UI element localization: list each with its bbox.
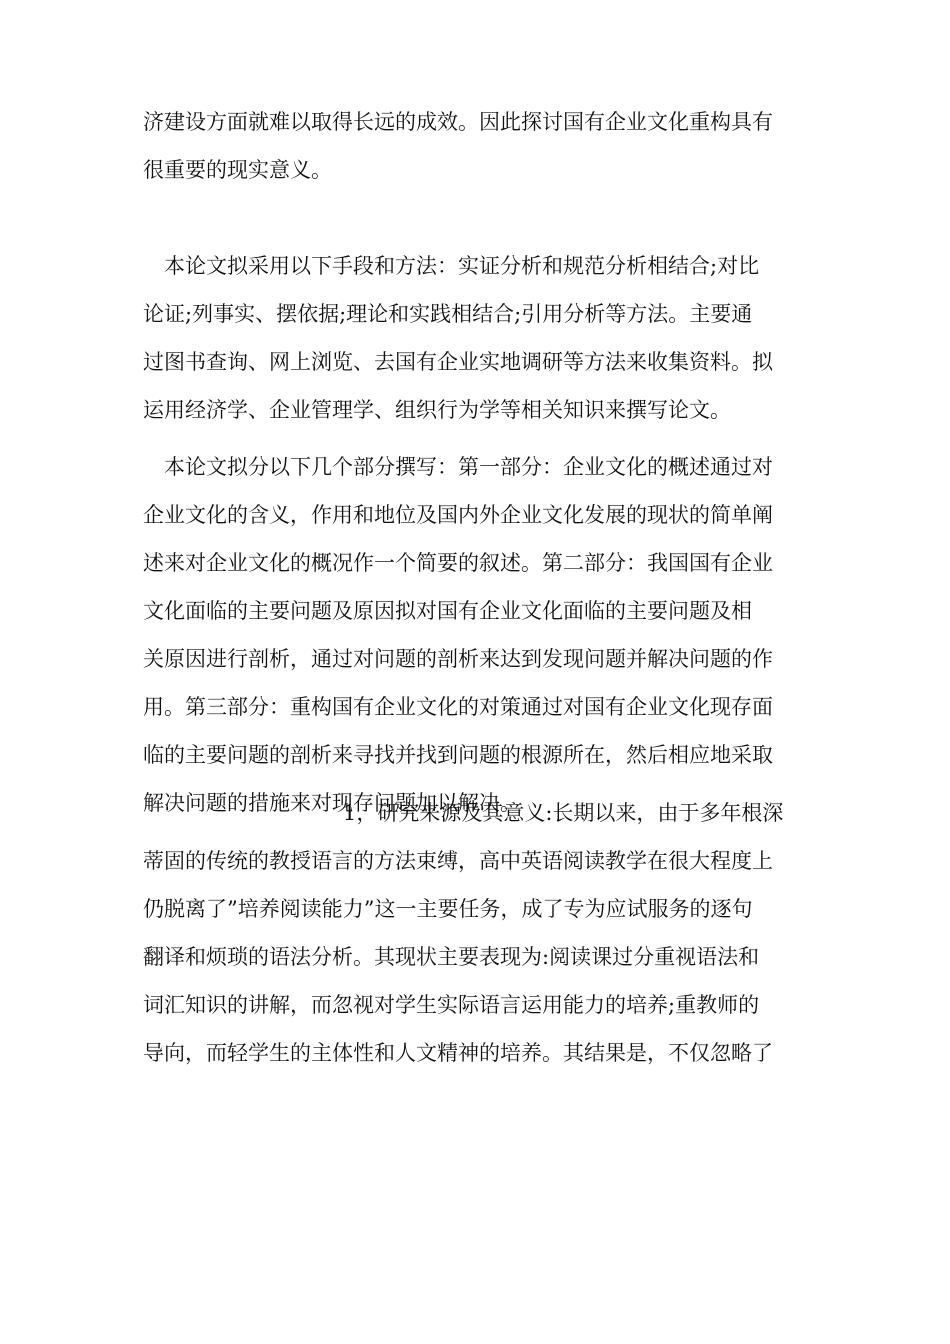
paragraph-line: 1，研究来源及其意义:长期以来，由于多年根深 [343,801,784,825]
paragraph-line: 词汇知识的讲解，而忽视对学生实际语言运用能力的培养;重教师的 [143,993,760,1017]
paragraph-line: 蒂固的传统的教授语言的方法束缚，高中英语阅读教学在很大程度上 [143,849,773,873]
paragraph-line: 过图书查询、网上浏览、去国有企业实地调研等方法来收集资料。拟 [143,350,773,374]
paragraph-line: 述来对企业文化的概况作一个简要的叙述。第二部分：我国国有企业 [143,551,773,575]
paragraph-line: 济建设方面就难以取得长远的成效。因此探讨国有企业文化重构具有 [143,110,773,134]
paragraph-line: 临的主要问题的剖析来寻找并找到问题的根源所在，然后相应地采取 [143,743,773,767]
paragraph-2 [143,242,813,434]
paragraph-line: 关原因进行剖析，通过对问题的剖析来达到发现问题并解决问题的作 [143,647,773,671]
paragraph-line: 论证;列事实、摆依据;理论和实践相结合;引用分析等方法。主要通 [143,302,753,326]
paragraph-line: 企业文化的含义，作用和地位及国内外企业文化发展的现状的简单阐 [143,503,773,527]
paragraph-line: 用。第三部分：重构国有企业文化的对策通过对国有企业文化现存面 [143,695,773,719]
paragraph-line: 本论文拟分以下几个部分撰写：第一部分：企业文化的概述通过对 [164,455,773,479]
paragraph-line: 很重要的现实意义。 [143,158,332,182]
paragraph-line: 仍脱离了”培养阅读能力”这一主要任务，成了专为应试服务的逐句 [143,897,753,921]
paragraph-line: 导向，而轻学生的主体性和人文精神的培养。其结果是，不仅忽略了 [143,1041,773,1065]
paragraph-line: 翻译和烦琐的语法分析。其现状主要表现为:阅读课过分重视语法和 [143,945,760,969]
paragraph-line: 文化面临的主要问题及原因拟对国有企业文化面临的主要问题及相 [143,599,752,623]
paragraph-1 [143,98,813,194]
paragraph-4 [143,789,813,1077]
paragraph-line: 解决问题的措施来对现存问题加以解决。 [143,791,521,815]
paragraph-line: 本论文拟采用以下手段和方法：实证分析和规范分析相结合;对比 [164,254,760,278]
paragraph-line: 运用经济学、企业管理学、组织行为学等相关知识来撰写论文。 [143,398,731,422]
paragraph-3 [143,443,813,827]
